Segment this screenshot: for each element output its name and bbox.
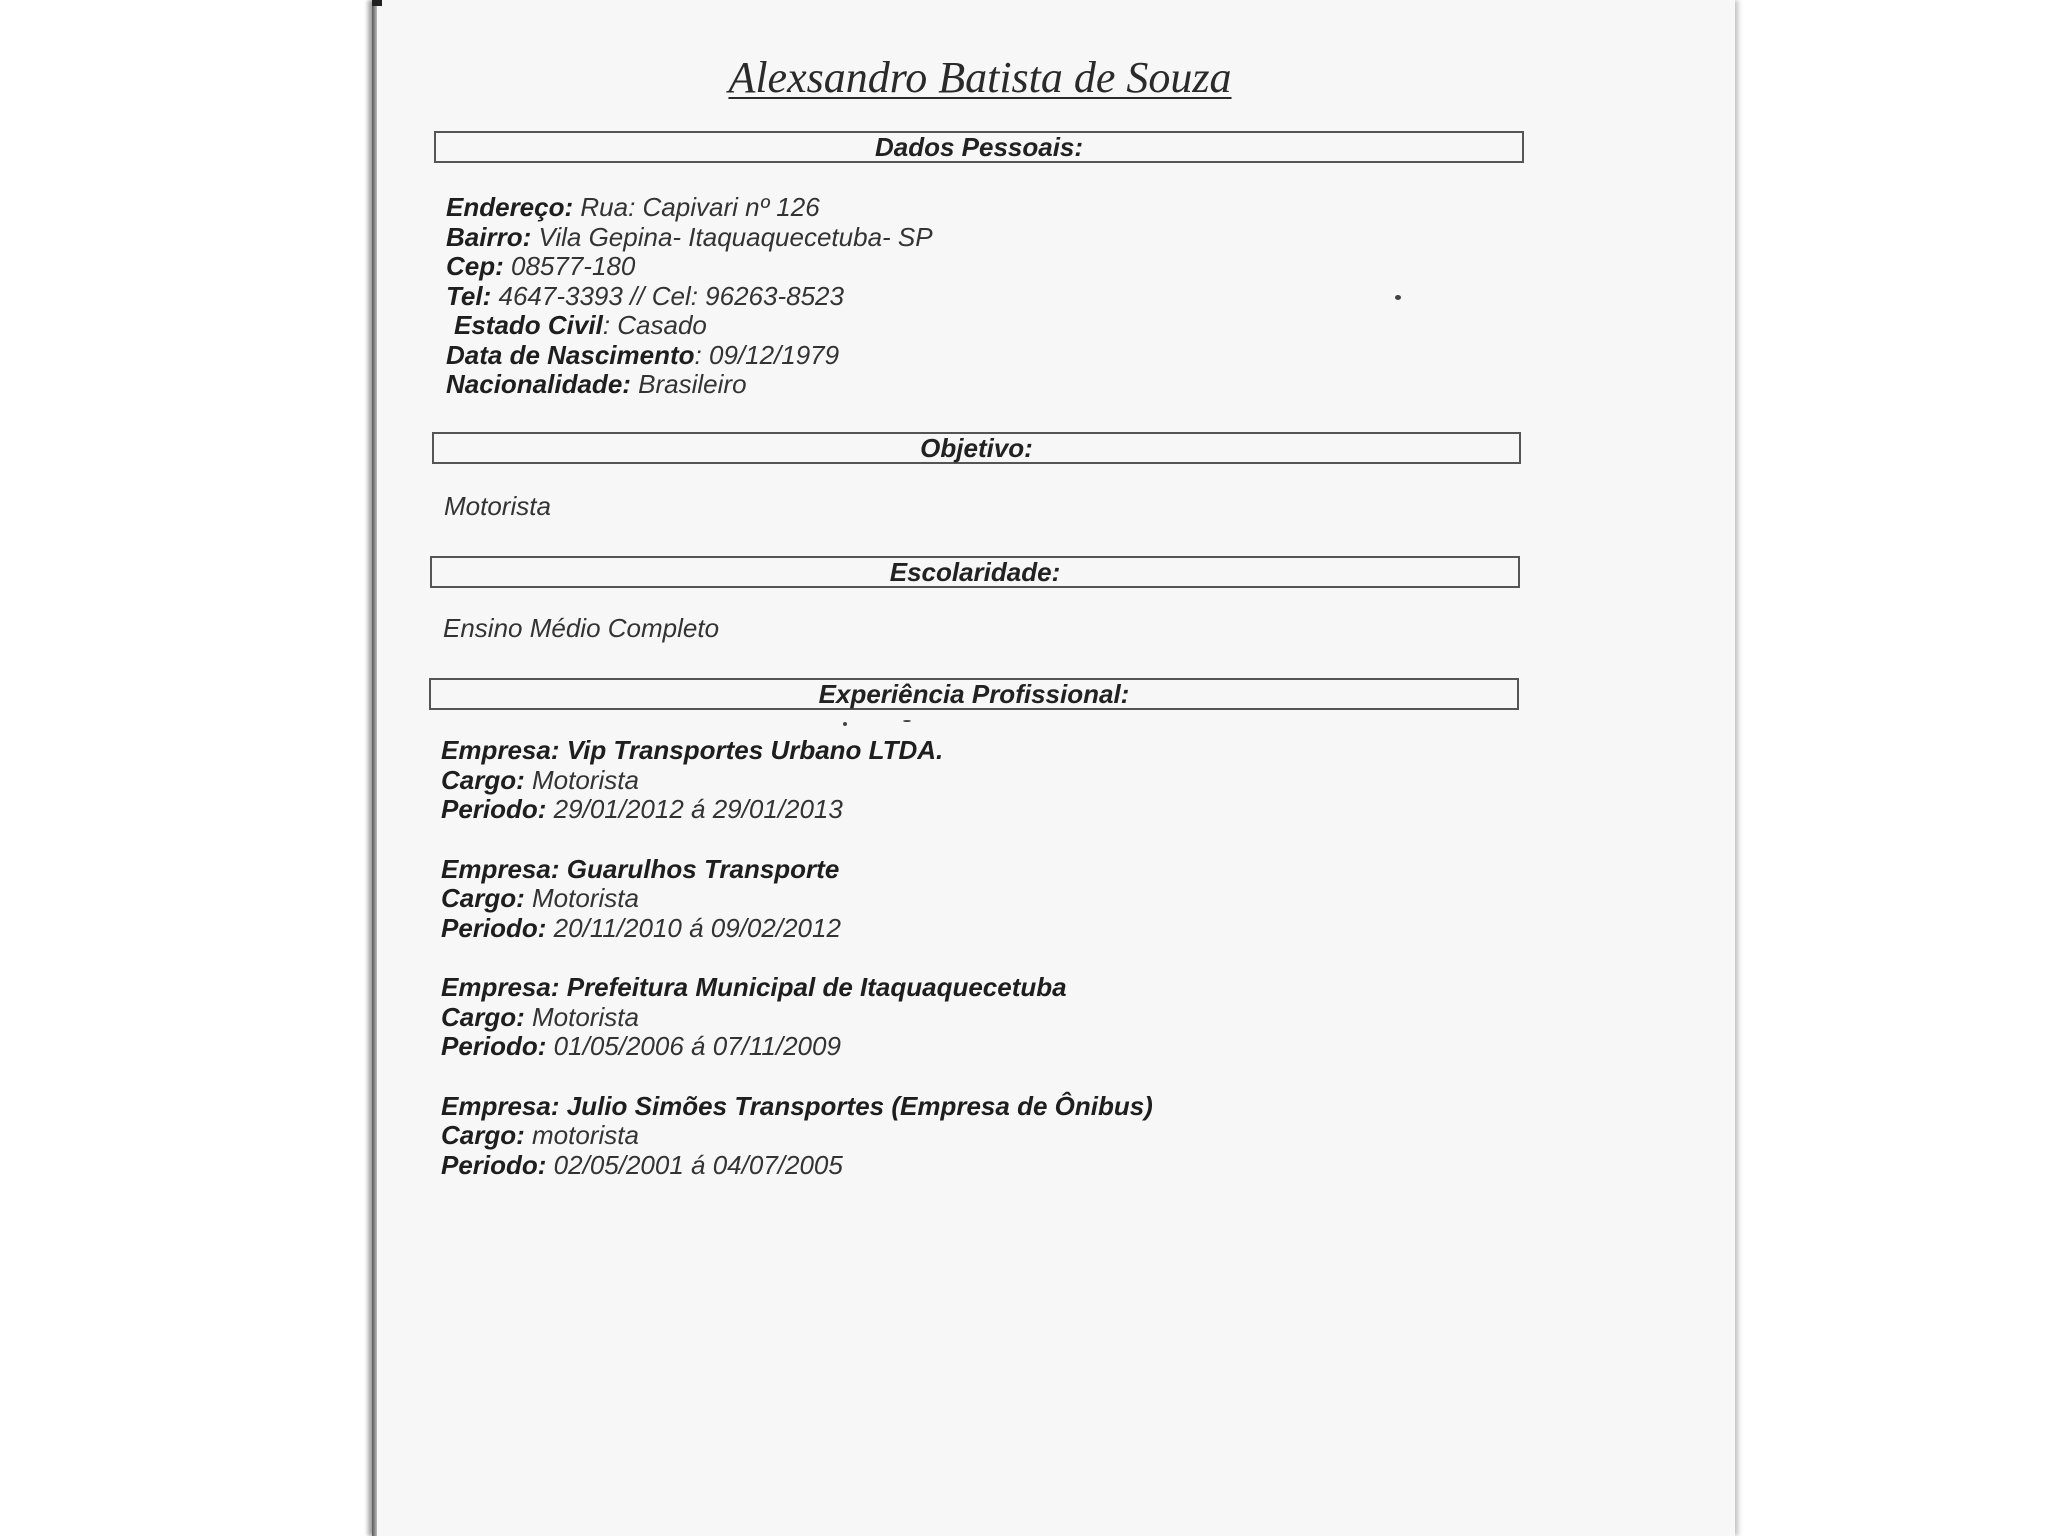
personal-row-estado-civil: Estado Civil: Casado [454,310,707,340]
personal-row-cep: Cep: 08577-180 [446,251,636,281]
job-company: Empresa: Julio Simões Transportes (Empresa de Ônibus) [441,1090,1153,1121]
scan-speck [1395,295,1401,300]
corner-mark [372,0,382,6]
personal-row-endereco: Endereço: Rua: Capivari nº 126 [446,192,820,222]
job-company: Empresa: Vip Transportes Urbano LTDA. [441,735,944,765]
candidate-name: Alexsandro Batista de Souza [728,53,1232,102]
section-header-dados-pessoais: Dados Pessoais: [434,131,1524,163]
job-period: 20/11/2010 á 09/02/2012 [546,912,841,943]
experience-item: Empresa: Guarulhos Transporte Cargo: Motorista Periodo: 20/11/2010 á 09/02/2012 [441,853,841,943]
scan-speck [903,720,911,722]
section-header-experiencia: Experiência Profissional: [429,678,1519,710]
job-company: Empresa: Guarulhos Transporte [441,853,840,884]
job-company: Empresa: Prefeitura Municipal de Itaquaquecetuba [441,972,1067,1002]
experience-item: Empresa: Vip Transportes Urbano LTDA. Cargo: Motorista Periodo: 29/01/2012 á 29/01/2013 [441,735,944,824]
job-role: Motorista [524,764,639,795]
personal-row-nacionalidade: Nacionalidade: Brasileiro [446,369,747,399]
escolaridade-text: Ensino Médio Completo [443,613,720,643]
job-period: 29/01/2012 á 29/01/2013 [546,794,843,824]
personal-row-tel: Tel: 4647-3393 // Cel: 96263-8523 [446,280,844,311]
section-header-escolaridade: Escolaridade: [430,556,1520,588]
objetivo-text: Motorista [444,491,551,521]
experience-list [441,736,1153,1210]
experience-item: Empresa: Julio Simões Transportes (Empresa de Ônibus) Cargo: motorista Periodo: 02/05/2001 á 04/07/2005 [441,1090,1153,1180]
section-header-objetivo: Objetivo: [432,432,1521,464]
job-period: 02/05/2001 á 04/07/2005 [546,1149,843,1180]
job-period: 01/05/2006 á 07/11/2009 [546,1031,841,1061]
personal-row-bairro: Bairro: Vila Gepina- Itaquaquecetuba- SP [446,221,933,252]
personal-row-nascimento: Data de Nascimento: 09/12/1979 [446,339,840,370]
job-role: Motorista [524,883,639,913]
scan-speck [843,722,847,726]
experience-item: Empresa: Prefeitura Municipal de Itaquaquecetuba Cargo: Motorista Periodo: 01/05/2006 á 07/11/2009 [441,972,1067,1061]
page-edge-shadow [372,0,377,1536]
job-role: motorista [524,1120,639,1150]
personal-data-block [446,193,933,400]
job-role: Motorista [524,1001,639,1032]
